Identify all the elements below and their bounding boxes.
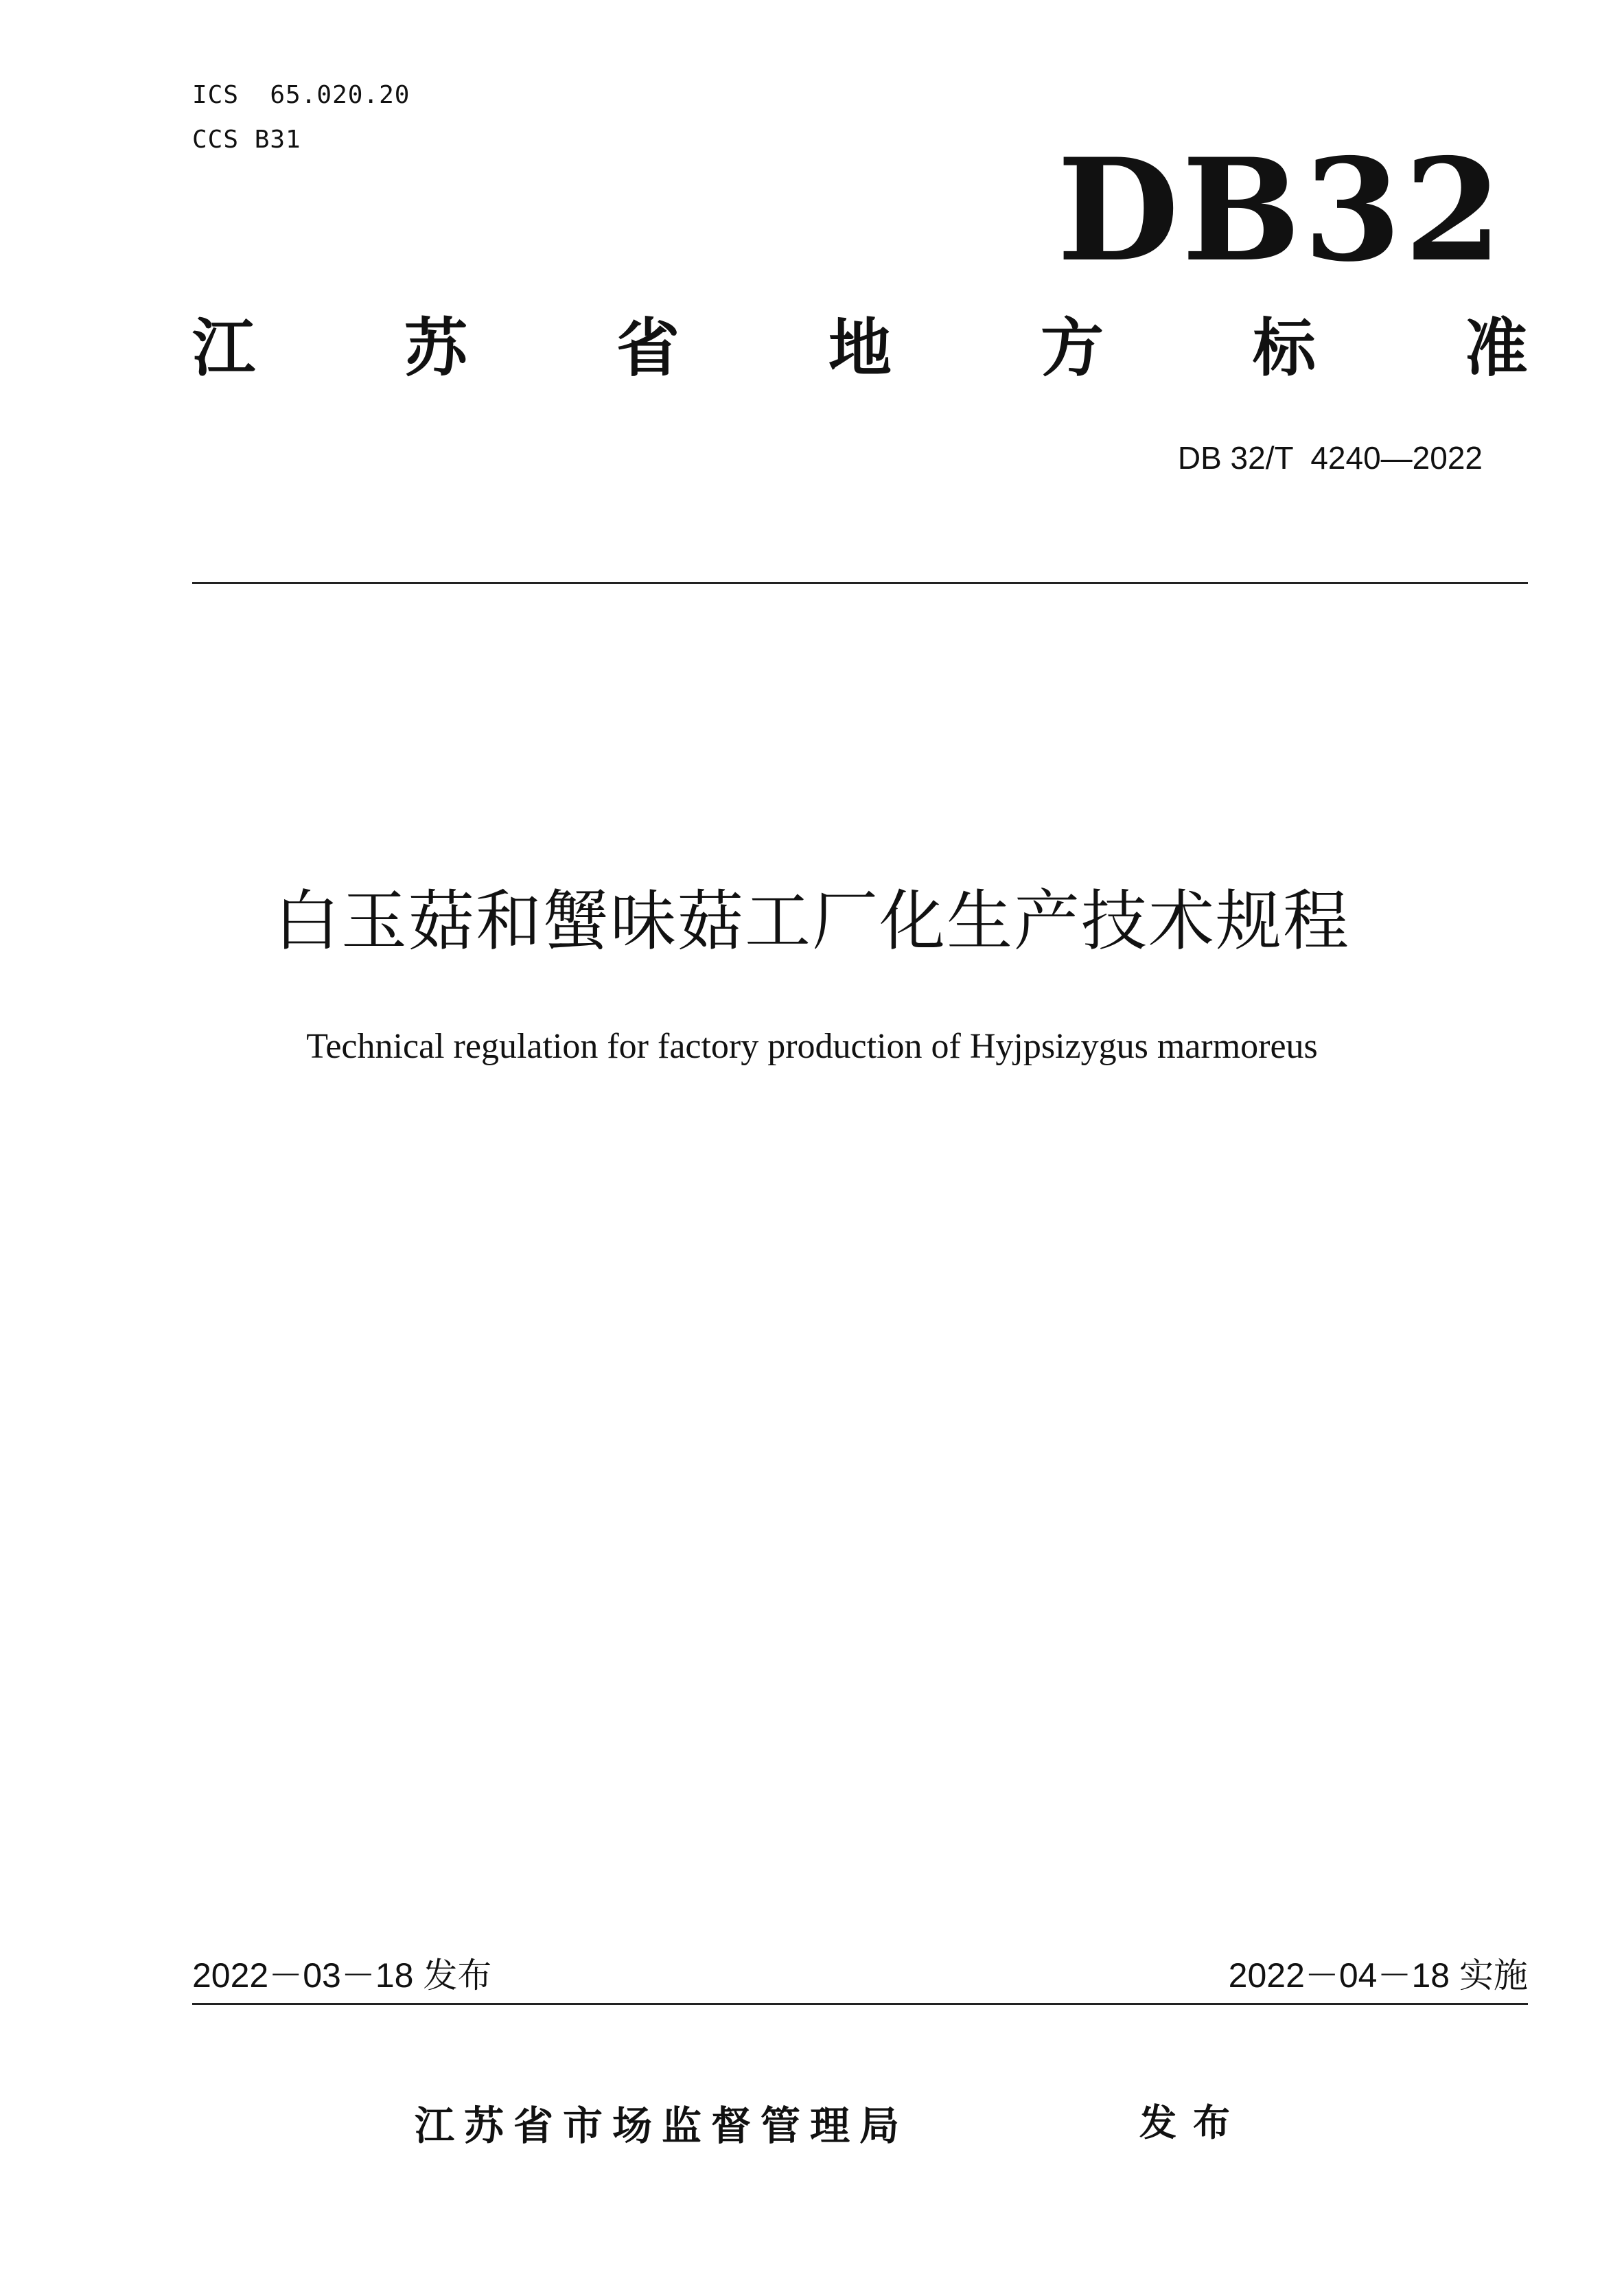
standard-type-char: 方 — [1040, 312, 1104, 385]
bottom-divider — [192, 2003, 1528, 2005]
standard-type-char: 地 — [828, 312, 892, 385]
standard-type-char: 江 — [192, 312, 256, 385]
ccs-code: CCS B31 — [192, 126, 301, 154]
standard-type-char: 省 — [616, 312, 680, 385]
document-title-english: Technical regulation for factory production of Hyjpsizygus marmoreus — [306, 1027, 1318, 1066]
standard-type-char: 苏 — [404, 312, 467, 385]
publish-date: 2022－03－18 发布 — [192, 1956, 492, 1995]
standard-type-char: 准 — [1464, 312, 1528, 385]
implementation-date: 2022－04－18 实施 — [1228, 1956, 1528, 1995]
standard-type-char: 标 — [1252, 312, 1316, 385]
standard-type-heading — [192, 312, 1528, 385]
ics-code: ICS 65.020.20 — [192, 81, 410, 109]
issue-label: 发布 — [1139, 2101, 1246, 2144]
document-title-chinese: 白玉菇和蟹味菇工厂化生产技术规程 — [274, 883, 1350, 960]
top-divider — [192, 582, 1528, 584]
issuing-authority: 江苏省市场监督管理局 — [415, 2102, 909, 2149]
db32-logo: DB32 — [1057, 128, 1505, 293]
standard-number: DB 32/T 4240—2022 — [1177, 440, 1483, 476]
